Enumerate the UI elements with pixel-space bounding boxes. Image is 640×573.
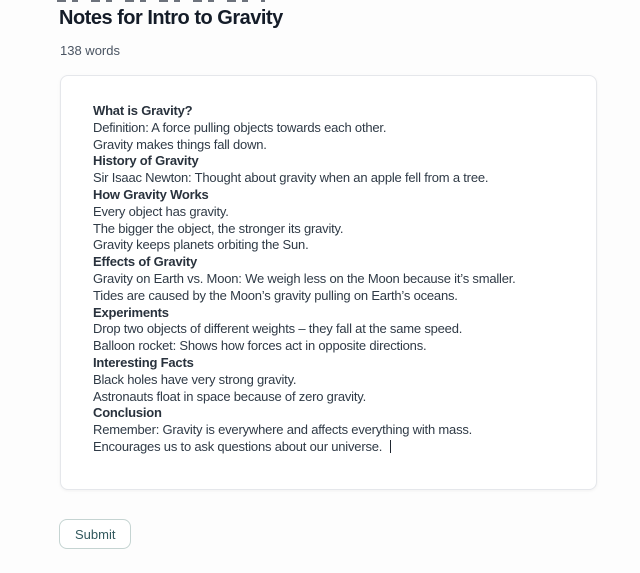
note-line: Black holes have very strong gravity. xyxy=(93,371,297,387)
note-line: Gravity on Earth vs. Moon: We weigh less on the Moon because it’s smaller. xyxy=(93,270,516,286)
note-line: Gravity makes things fall down. xyxy=(93,136,267,152)
note-line: Tides are caused by the Moon’s gravity pulling on Earth’s oceans. xyxy=(93,287,458,303)
word-count: 138 words xyxy=(60,43,120,58)
note-line: How Gravity Works xyxy=(93,186,209,202)
note-line: Remember: Gravity is everywhere and affects everything with mass. xyxy=(93,422,473,438)
note-line: Every object has gravity. xyxy=(93,203,229,219)
note-line: Conclusion xyxy=(93,405,162,421)
note-line: Astronauts float in space because of zero gravity. xyxy=(93,388,367,404)
note-line: What is Gravity? xyxy=(93,103,193,118)
text-caret xyxy=(390,440,391,453)
page-title: Notes for Intro to Gravity xyxy=(59,7,283,29)
note-line: Gravity keeps planets orbiting the Sun. xyxy=(93,237,309,253)
note-editor[interactable] xyxy=(61,76,596,456)
clipped-text-top xyxy=(57,0,265,2)
note-card[interactable] xyxy=(60,75,597,490)
submit-button[interactable]: Submit xyxy=(59,519,131,549)
note-line: Drop two objects of different weights – they fall at the same speed. xyxy=(93,321,463,337)
note-line: Definition: A force pulling objects towards each other. xyxy=(93,119,387,135)
note-line: Sir Isaac Newton: Thought about gravity when an apple fell from a tree. xyxy=(93,170,489,186)
note-line: History of Gravity xyxy=(93,153,199,169)
note-line: Interesting Facts xyxy=(93,354,194,370)
note-line: Encourages us to ask questions about our universe. xyxy=(93,439,564,456)
note-line: Experiments xyxy=(93,304,169,320)
note-line: Balloon rocket: Shows how forces act in opposite directions. xyxy=(93,338,427,354)
note-line: Effects of Gravity xyxy=(93,254,198,270)
note-line: The bigger the object, the stronger its gravity. xyxy=(93,220,344,236)
